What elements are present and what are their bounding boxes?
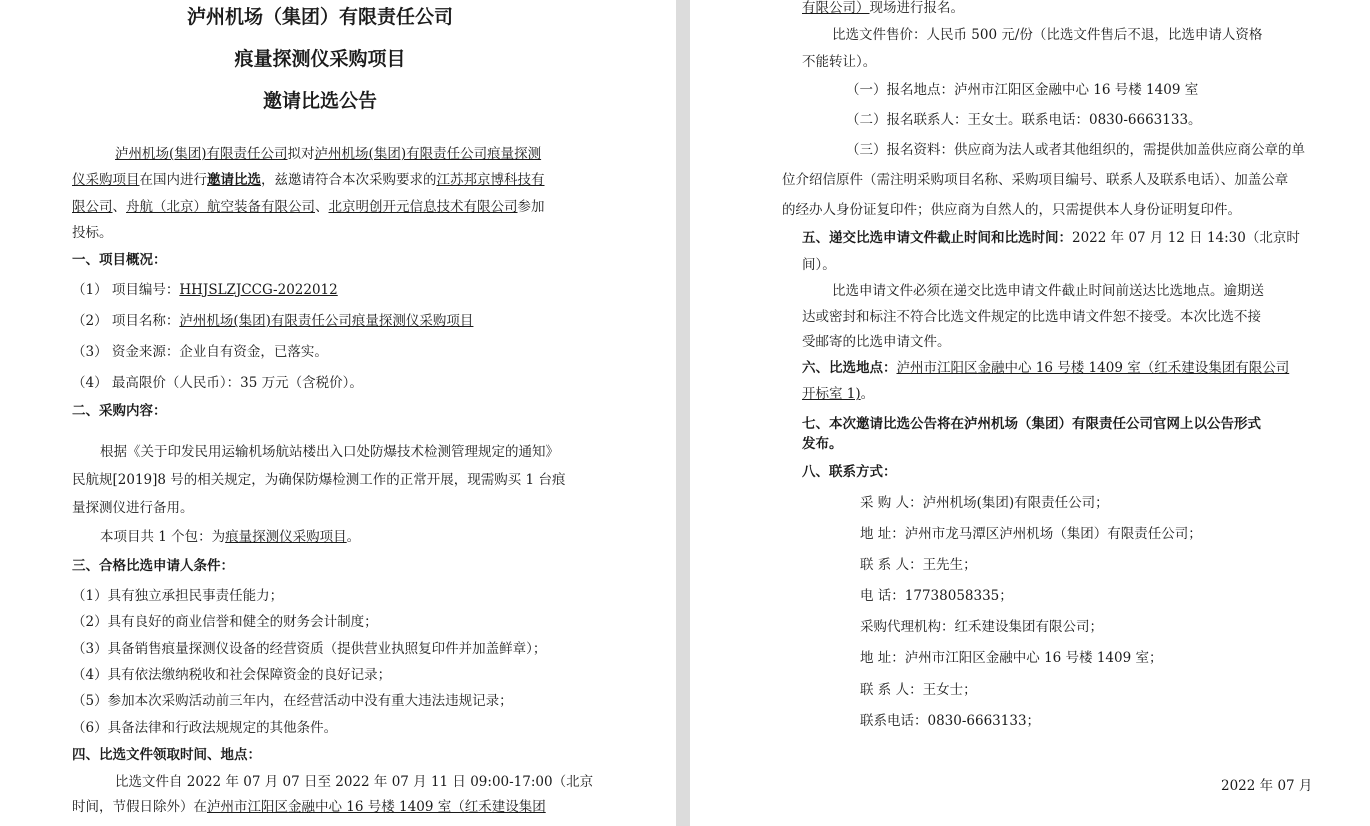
text-run: 开标室 1) [802, 386, 861, 402]
text-run: 五、递交比选申请文件截止时间和比选时间： [802, 230, 1072, 246]
content-line-4 [100, 528, 360, 546]
text-run: 现场进行报名。 [869, 0, 964, 16]
section-heading-5 [802, 229, 1300, 247]
announcement-title: 邀请比选公告 [262, 90, 377, 112]
text-run: 比选文件售价：人民币 500 元/份（比选文件售后不退，比选申请人资格 [832, 27, 1263, 43]
text-run: 间）。 [802, 257, 836, 273]
signup-materials-1 [846, 141, 1305, 159]
text-run: （3） 资金来源：企业自有资金，已落实。 [72, 344, 328, 360]
section-heading-8: 八、联系方式： [802, 464, 897, 480]
text-run: （一）报名地点：泸州市江阳区金融中心 16 号楼 1409 室 [846, 82, 1199, 98]
project-item-3 [72, 343, 328, 361]
contact-purchaser-address: 地 址：泸州市龙马潭区泸州机场（集团）有限责任公司； [860, 526, 1202, 542]
contact-purchaser: 采 购 人：泸州机场(集团)有限责任公司； [860, 495, 1109, 511]
document-page-left [0, 0, 676, 826]
section-heading-6 [802, 359, 1289, 377]
collection-line-1 [115, 773, 593, 791]
text-run: 北京明创开元信息技术有限公司 [328, 199, 518, 215]
page-gutter [676, 0, 690, 826]
section-heading-1: 一、项目概况： [72, 252, 167, 268]
text-run: ，兹邀请符合本次采购要求的 [261, 172, 437, 188]
section-heading-4: 四、比选文件领取时间、地点： [72, 747, 261, 763]
signup-materials-2 [782, 171, 1288, 189]
text-run: 、 [315, 199, 329, 215]
submission-line-1 [832, 282, 1264, 300]
text-run: 比选申请文件必须在递交比选申请文件截止时间前送达比选地点。逾期送 [832, 283, 1264, 299]
text-run: HHJSLZJCCG-2022012 [179, 282, 338, 298]
text-run: 泸州机场(集团)有限责任公司痕量探测 [314, 146, 542, 162]
submission-line-3 [802, 333, 951, 351]
section-6-continued [802, 385, 874, 403]
text-run: 民航规[2019]8 号的相关规定，为确保防爆检测工作的正常开展，现需购买 1 台痕 [72, 472, 566, 488]
contact-purchaser-phone: 电 话：17738058335； [860, 588, 1013, 604]
project-item-4 [72, 374, 363, 392]
text-run: （2） 项目名称： [72, 313, 180, 329]
content-line-2 [72, 471, 565, 489]
text-run: 2022 年 07 月 12 日 14:30（北京时 [1072, 230, 1300, 246]
text-run: 的经办人身份证复印件；供应商为自然人的，只需提供本人身份证明复印件。 [782, 202, 1241, 218]
text-run: 在国内进行 [139, 172, 207, 188]
content-line-1 [100, 443, 559, 461]
project-item-1 [72, 281, 338, 299]
section-5-continued [802, 256, 836, 274]
text-run: 达或密封和标注不符合比选文件规定的比选申请文件恕不接受。本次比选不接 [802, 309, 1261, 325]
text-run: 时间，节假日除外）在 [72, 799, 207, 815]
text-run: 六、比选地点： [802, 360, 897, 376]
text-run: 舟航（北京）航空装备有限公司 [126, 199, 315, 215]
condition-3: （3）具备销售痕量探测仪设备的经营资质（提供营业执照复印件并加盖鲜章）； [72, 641, 547, 657]
text-run: 、 [112, 199, 126, 215]
section-7-continued [802, 435, 843, 453]
text-run: 投标。 [72, 225, 113, 241]
condition-6: （6）具备法律和行政法规规定的其他条件。 [72, 720, 338, 736]
text-run: 泸州机场(集团)有限责任公司 [115, 146, 288, 162]
text-run: 位介绍信原件（需注明采购项目名称、采购项目编号、联系人及联系电话）、加盖公章 [782, 172, 1289, 188]
text-run: （4） 最高限价（人民币）：35 万元（含税价）。 [72, 375, 363, 391]
text-run: 泸州机场(集团)有限责任公司痕量探测仪采购项目 [179, 313, 474, 329]
signup-location [846, 81, 1198, 99]
intro-line-1 [115, 145, 541, 163]
text-run: 仪采购项目 [72, 172, 140, 188]
contact-agency-person: 联 系 人：王女士； [860, 682, 977, 698]
price-line-2 [802, 53, 876, 71]
section-heading-2: 二、采购内容： [72, 403, 167, 419]
section-heading-3: 三、合格比选申请人条件： [72, 558, 234, 574]
text-run: 有限公司） [802, 0, 870, 16]
content-line-3 [72, 499, 194, 517]
submission-line-2 [802, 308, 1261, 326]
text-run: 拟对 [287, 146, 315, 162]
text-run: 受邮寄的比选申请文件。 [802, 334, 951, 350]
company-title: 泸州机场（集团）有限责任公司 [186, 6, 453, 28]
text-run: 量探测仪进行备用。 [72, 500, 194, 516]
text-run: 比选文件自 2022 年 07 月 07 日至 2022 年 07 月 11 日 09:00-17:00（北京 [115, 774, 594, 790]
condition-5: （5）参加本次采购活动前三年内，在经营活动中没有重大违法违规记录； [72, 693, 513, 709]
signup-materials-3 [782, 201, 1241, 219]
text-run: 痕量探测仪采购项目 [225, 529, 347, 545]
text-run: （二）报名联系人：王女士。联系电话：0830-6663133。 [846, 112, 1202, 128]
announcement-date: 2022 年 07 月 [1221, 778, 1313, 794]
document-page-right [690, 0, 1370, 826]
contact-agency-address: 地 址：泸州市江阳区金融中心 16 号楼 1409 室； [860, 650, 1163, 666]
collection-line-2 [72, 798, 546, 816]
contact-purchaser-person: 联 系 人：王先生； [860, 557, 977, 573]
signup-line-1 [802, 0, 964, 17]
intro-line-4 [72, 224, 113, 242]
intro-line-2 [72, 171, 545, 189]
price-line-1 [832, 26, 1262, 44]
text-run: 根据《关于印发民用运输机场航站楼出入口处防爆技术检测管理规定的通知》 [100, 444, 559, 460]
intro-line-3 [72, 198, 545, 216]
text-run: 本项目共 1 个包：为 [100, 529, 226, 545]
contact-agency: 采购代理机构：红禾建设集团有限公司； [860, 619, 1103, 635]
text-run: 七、本次邀请比选公告将在泸州机场（集团）有限责任公司官网上以公告形式 [802, 416, 1261, 432]
text-run: 不能转让）。 [802, 54, 877, 70]
condition-1: （1）具有独立承担民事责任能力； [72, 588, 284, 604]
text-run: （1） 项目编号： [72, 282, 180, 298]
text-run: 江苏邦京博科技有 [436, 172, 545, 188]
text-run: 。 [860, 386, 875, 402]
text-run: 泸州市江阳区金融中心 16 号楼 1409 室（红禾建设集团 [207, 799, 546, 815]
project-item-2 [72, 312, 473, 330]
contact-agency-phone: 联系电话：0830-6663133； [860, 713, 1041, 729]
text-run: 邀请比选 [207, 172, 261, 188]
condition-4: （4）具有依法缴纳税收和社会保障资金的良好记录； [72, 667, 392, 683]
text-run: 泸州市江阳区金融中心 16 号楼 1409 室（红禾建设集团有限公司 [896, 360, 1290, 376]
text-run: 。 [346, 529, 361, 545]
condition-2: （2）具有良好的商业信誉和健全的财务会计制度； [72, 614, 378, 630]
text-run: 限公司 [72, 199, 113, 215]
text-run: 发布。 [802, 436, 843, 452]
text-run: （三）报名资料：供应商为法人或者其他组织的，需提供加盖供应商公章的单 [846, 142, 1305, 158]
section-heading-7 [802, 415, 1261, 433]
signup-contact [846, 111, 1202, 129]
project-title: 痕量探测仪采购项目 [234, 48, 406, 70]
text-run: 参加 [517, 199, 545, 215]
